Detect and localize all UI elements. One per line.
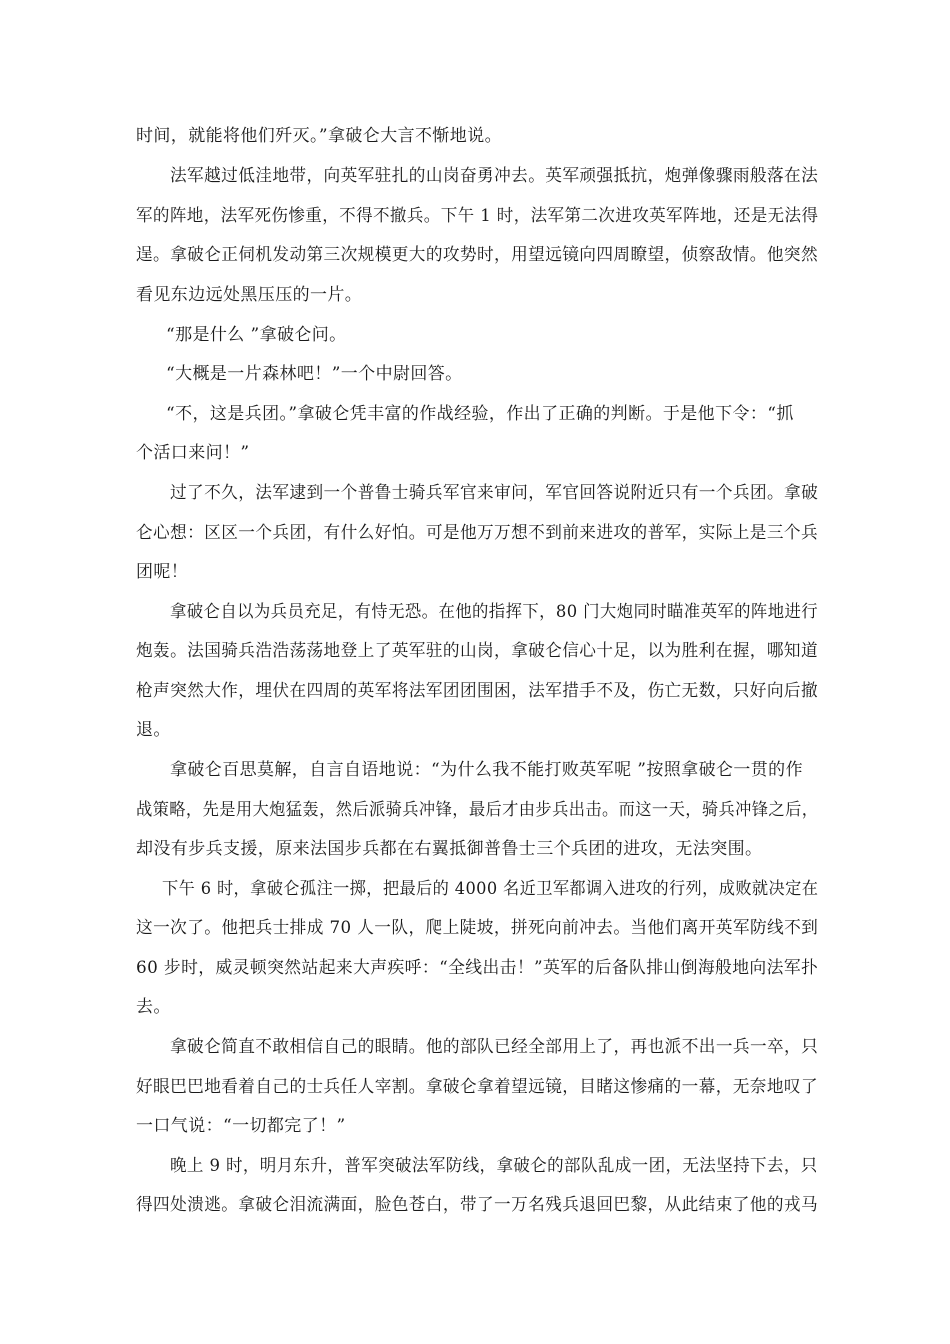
text-line: 仑心想：区区一个兵团，有什么好怕。可是他万万想不到前来进攻的普军，实际上是三个兵 [136, 523, 819, 543]
text-line: 好眼巴巴地看着自己的士兵任人宰割。拿破仑拿着望远镜，目睹这惨痛的一幕，无奈地叹了 [136, 1077, 819, 1097]
text-line: 拿破仑自以为兵员充足，有恃无恐。在他的指挥下，80 门大炮同时瞄准英军的阵地进行 [170, 602, 819, 622]
text-line: “大概是一片森林吧！”一个中尉回答。 [166, 364, 463, 384]
text-line: 拿破仑百思莫解，自言自语地说：“为什么我不能打败英军呢 ”按照拿破仑一贯的作 [170, 760, 803, 780]
text-line: 一口气说：“一切都完了！” [136, 1116, 346, 1136]
text-line: 军的阵地，法军死伤惨重，不得不撤兵。下午 1 时，法军第二次进攻英军阵地，还是无法得 [136, 206, 819, 226]
text-line: 炮轰。法国骑兵浩浩荡荡地登上了英军驻的山岗，拿破仑信心十足，以为胜利在握，哪知道 [136, 641, 819, 661]
text-line: 下午 6 时，拿破仑孤注一掷，把最后的 4000 名近卫军都调入进攻的行列，成败就决定在 [162, 879, 819, 899]
text-line: 拿破仑简直不敢相信自己的眼睛。他的部队已经全部用上了，再也派不出一兵一卒，只 [170, 1037, 819, 1057]
text-line: 过了不久，法军逮到一个普鲁士骑兵军官来审问，军官回答说附近只有一个兵团。拿破 [170, 483, 819, 503]
text-line: 枪声突然大作，埋伏在四周的英军将法军团团围困，法军措手不及，伤亡无数，只好向后撤 [136, 681, 819, 701]
text-line: 这一次了。他把兵士排成 70 人一队，爬上陡坡，拼死向前冲去。当他们离开英军防线不到 [136, 918, 819, 938]
text-line: 法军越过低洼地带，向英军驻扎的山岗奋勇冲去。英军顽强抵抗，炮弹像骤雨般落在法 [170, 166, 819, 186]
text-line: 去。 [136, 997, 171, 1017]
text-line: 却没有步兵支援，原来法国步兵都在右翼抵御普鲁士三个兵团的进攻，无法突围。 [136, 839, 763, 859]
text-line: 退。 [136, 720, 171, 740]
text-line: 得四处溃逃。拿破仑泪流满面，脸色苍白，带了一万名残兵退回巴黎，从此结束了他的戎马 [136, 1195, 819, 1215]
text-line: 时间，就能将他们歼灭。”拿破仑大言不惭地说。 [136, 126, 502, 146]
text-line: 晚上 9 时，明月东升，普军突破法军防线，拿破仑的部队乱成一团，无法坚持下去，只 [170, 1156, 818, 1176]
text-line: “不，这是兵团。”拿破仑凭丰富的作战经验，作出了正确的判断。于是他下令：“抓 [166, 404, 794, 424]
text-line: 看见东边远处黑压压的一片。 [136, 285, 363, 305]
text-line: 团呢！ [136, 562, 189, 582]
text-line: 个活口来问！” [136, 443, 250, 463]
text-line: 战策略，先是用大炮猛轰，然后派骑兵冲锋，最后才由步兵出击。而这一天，骑兵冲锋之后， [136, 800, 819, 820]
text-line: 60 步时，威灵顿突然站起来大声疾呼：“全线出击！”英军的后备队排山倒海般地向法军扑 [136, 958, 819, 978]
text-line: “那是什么 ”拿破仑问。 [166, 325, 347, 345]
text-line: 逞。拿破仑正伺机发动第三次规模更大的攻势时，用望远镜向四周瞭望，侦察敌情。他突然 [136, 245, 819, 265]
